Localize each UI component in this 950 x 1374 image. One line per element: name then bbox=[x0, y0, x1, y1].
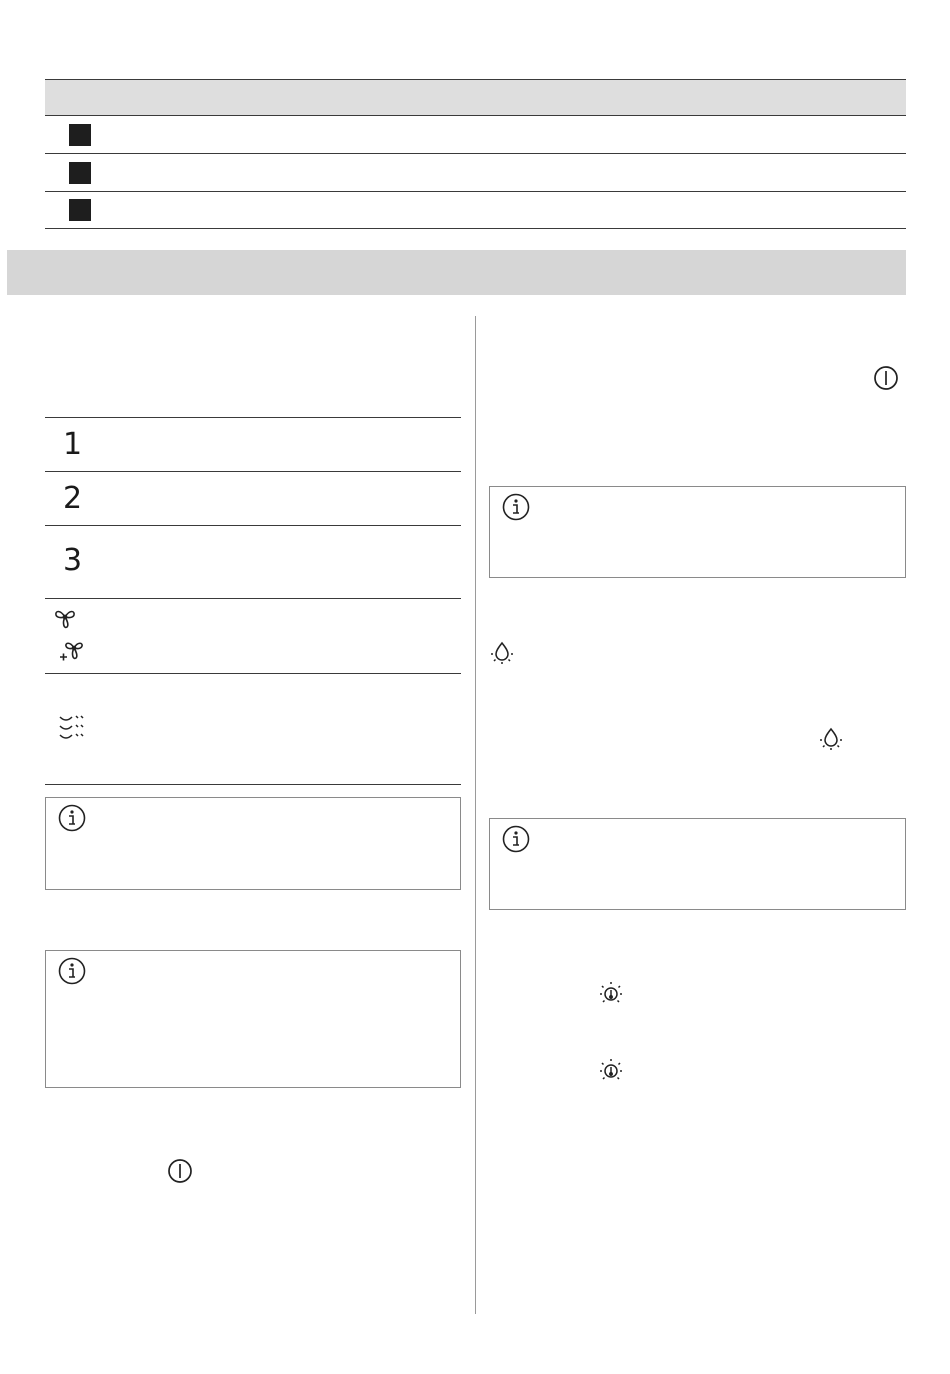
key-square-icon bbox=[69, 124, 91, 146]
table-row-rule bbox=[45, 153, 906, 154]
level-2-label: 2 bbox=[63, 481, 83, 516]
table-row-rule bbox=[45, 191, 906, 192]
section-banner bbox=[7, 250, 906, 295]
power-icon bbox=[873, 365, 899, 391]
heat-sensor-icon bbox=[598, 980, 624, 1006]
info-note bbox=[489, 818, 906, 910]
light-bulb-icon bbox=[489, 639, 515, 665]
info-note bbox=[45, 950, 461, 1088]
level-row-rule bbox=[45, 598, 461, 599]
table-header-row bbox=[45, 80, 906, 115]
table-header-rule bbox=[45, 115, 906, 116]
power-icon bbox=[167, 1158, 193, 1184]
key-square-icon bbox=[69, 199, 91, 221]
info-icon bbox=[502, 825, 530, 853]
light-bulb-icon bbox=[818, 725, 844, 751]
fan-icon bbox=[52, 605, 78, 631]
level-row-rule bbox=[45, 525, 461, 526]
info-note bbox=[45, 797, 461, 890]
column-divider bbox=[475, 316, 476, 1314]
level-1-label: 1 bbox=[63, 427, 83, 462]
level-row-rule bbox=[45, 673, 461, 674]
fan-boost-icon bbox=[58, 637, 86, 665]
info-note bbox=[489, 486, 906, 578]
level-row-rule bbox=[45, 471, 461, 472]
air-flow-icon bbox=[58, 713, 86, 741]
level-table-top-rule bbox=[45, 417, 461, 418]
table-bottom-rule bbox=[45, 228, 906, 229]
info-icon bbox=[502, 493, 530, 521]
heat-sensor-icon bbox=[598, 1057, 624, 1083]
level-3-label: 3 bbox=[63, 543, 83, 578]
info-icon bbox=[58, 804, 86, 832]
level-table-bottom-rule bbox=[45, 784, 461, 785]
key-square-icon bbox=[69, 162, 91, 184]
info-icon bbox=[58, 957, 86, 985]
